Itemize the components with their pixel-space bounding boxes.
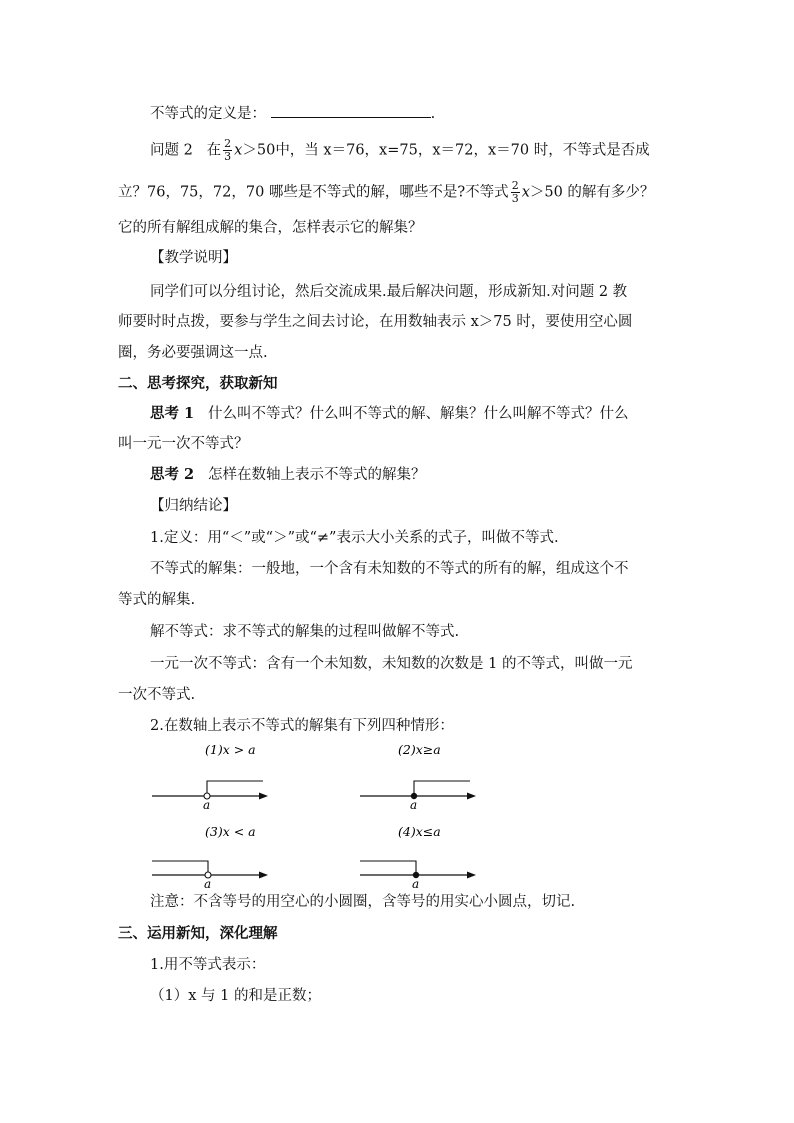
fraction-denominator: 3: [224, 150, 232, 163]
point-label-a: a: [412, 877, 420, 891]
definition-end: .: [430, 106, 436, 122]
teaching-note-line2: 师要时时点拨，要参与学生之间去讨论，在用数轴表示 x＞75 时，要使用空心圆: [118, 314, 633, 330]
conclusion-definition: 1.定义：用“＜”或“＞”或“≠”表示大小关系的式子，叫做不等式.: [150, 530, 559, 546]
definition-label: 不等式的定义是：: [150, 106, 266, 122]
fraction-denominator: 3: [511, 192, 519, 205]
axis-arrow-icon: [259, 793, 268, 800]
think1-label: 思考 1: [150, 405, 195, 422]
conclusion-linear-1: 一元一次不等式：含有一个未知数，未知数的次数是 1 的不等式，叫做一元: [150, 656, 633, 672]
problem2-label: 问题 2: [150, 142, 193, 159]
number-line-case-2: [358, 740, 488, 810]
conclusion-title: 【归纳结论】: [150, 498, 237, 514]
section3-heading: 三、运用新知，深化理解: [118, 925, 278, 942]
solution-range-right: [207, 781, 263, 796]
problem2-line2-b: ＞50 的解有多少？: [529, 184, 655, 201]
think1-line2: 叫一元一次不等式？: [118, 436, 249, 452]
variable-x: x: [521, 184, 530, 201]
fraction-two-thirds: [223, 138, 232, 163]
fraction-numerator: 2: [224, 137, 232, 150]
problem2-line3: 它的所有解组成解的集合，怎样表示它的解集？: [118, 220, 423, 236]
number-line-case-3: [150, 822, 280, 892]
think1-text: 什么叫不等式？什么叫不等式的解、解集？什么叫解不等式？什么: [207, 406, 629, 422]
axis-arrow-icon: [259, 872, 268, 879]
fraction-two-thirds-2: [511, 180, 520, 205]
exercise-intro: 1.用不等式表示：: [150, 957, 266, 973]
fraction-numerator: 2: [511, 179, 519, 192]
case-1-caption: (1)x > a: [205, 742, 256, 757]
case-2-caption: (2)x≥a: [398, 742, 441, 757]
number-line-case-4: [358, 822, 488, 892]
solution-range-left: [360, 861, 416, 875]
point-label-a: a: [410, 798, 418, 812]
teaching-note-title: 【教学说明】: [150, 250, 237, 266]
answer-blank: [271, 103, 431, 118]
solution-range-left: [152, 861, 208, 875]
exercise-item-1: （1）x 与 1 的和是正数；: [150, 988, 321, 1004]
teaching-note-line3: 圈，务必要强调这一点.: [118, 345, 268, 361]
inequality-gt-50: ＞50: [242, 142, 276, 159]
problem2-line2: [118, 180, 654, 205]
definition-line: [150, 103, 435, 124]
case-4-caption: (4)x≤a: [398, 824, 441, 839]
point-label-a: a: [204, 877, 212, 891]
problem2-line2-a: 立？76，75，72，70 哪些是不等式的解，哪些不是?不等式: [118, 184, 509, 201]
think1-line1: [150, 404, 628, 424]
problem2-line1: [150, 138, 650, 163]
conclusion-solution-set-2: 等式的解集.: [118, 592, 196, 608]
think2-label: 思考 2: [150, 466, 195, 483]
problem2-pre: 在: [206, 142, 222, 159]
conclusion-linear-2: 一次不等式.: [118, 687, 196, 703]
variable-x: x: [234, 142, 243, 159]
solution-range-right: [414, 781, 470, 796]
number-line-case-1: [150, 740, 280, 810]
point-label-a: a: [203, 798, 211, 812]
conclusion-solution-set-1: 不等式的解集：一般地，一个含有未知数的不等式的所有的解，组成这个不: [150, 561, 629, 577]
think2-line: [150, 465, 425, 485]
think2-text: 怎样在数轴上表示不等式的解集？: [207, 467, 426, 483]
problem2-text1: 中，当 x＝76，x=75，x＝72，x＝70 时，不等式是否成: [275, 142, 650, 159]
case-3-caption: (3)x < a: [205, 824, 256, 839]
teaching-note-line1: 同学们可以分组讨论，然后交流成果.最后解决问题，形成新知.对问题 2 教: [150, 284, 628, 300]
conclusion-solve: 解不等式：求不等式的解集的过程叫做解不等式.: [150, 624, 460, 640]
axis-arrow-icon: [467, 872, 476, 879]
conclusion-cases-intro: 2.在数轴上表示不等式的解集有下列四种情形：: [150, 718, 454, 734]
axis-arrow-icon: [467, 793, 476, 800]
section2-heading: 二、思考探究，获取新知: [118, 375, 278, 392]
note-line: 注意：不含等号的用空心的小圆圈，含等号的用实心小圆点，切记.: [150, 894, 576, 910]
